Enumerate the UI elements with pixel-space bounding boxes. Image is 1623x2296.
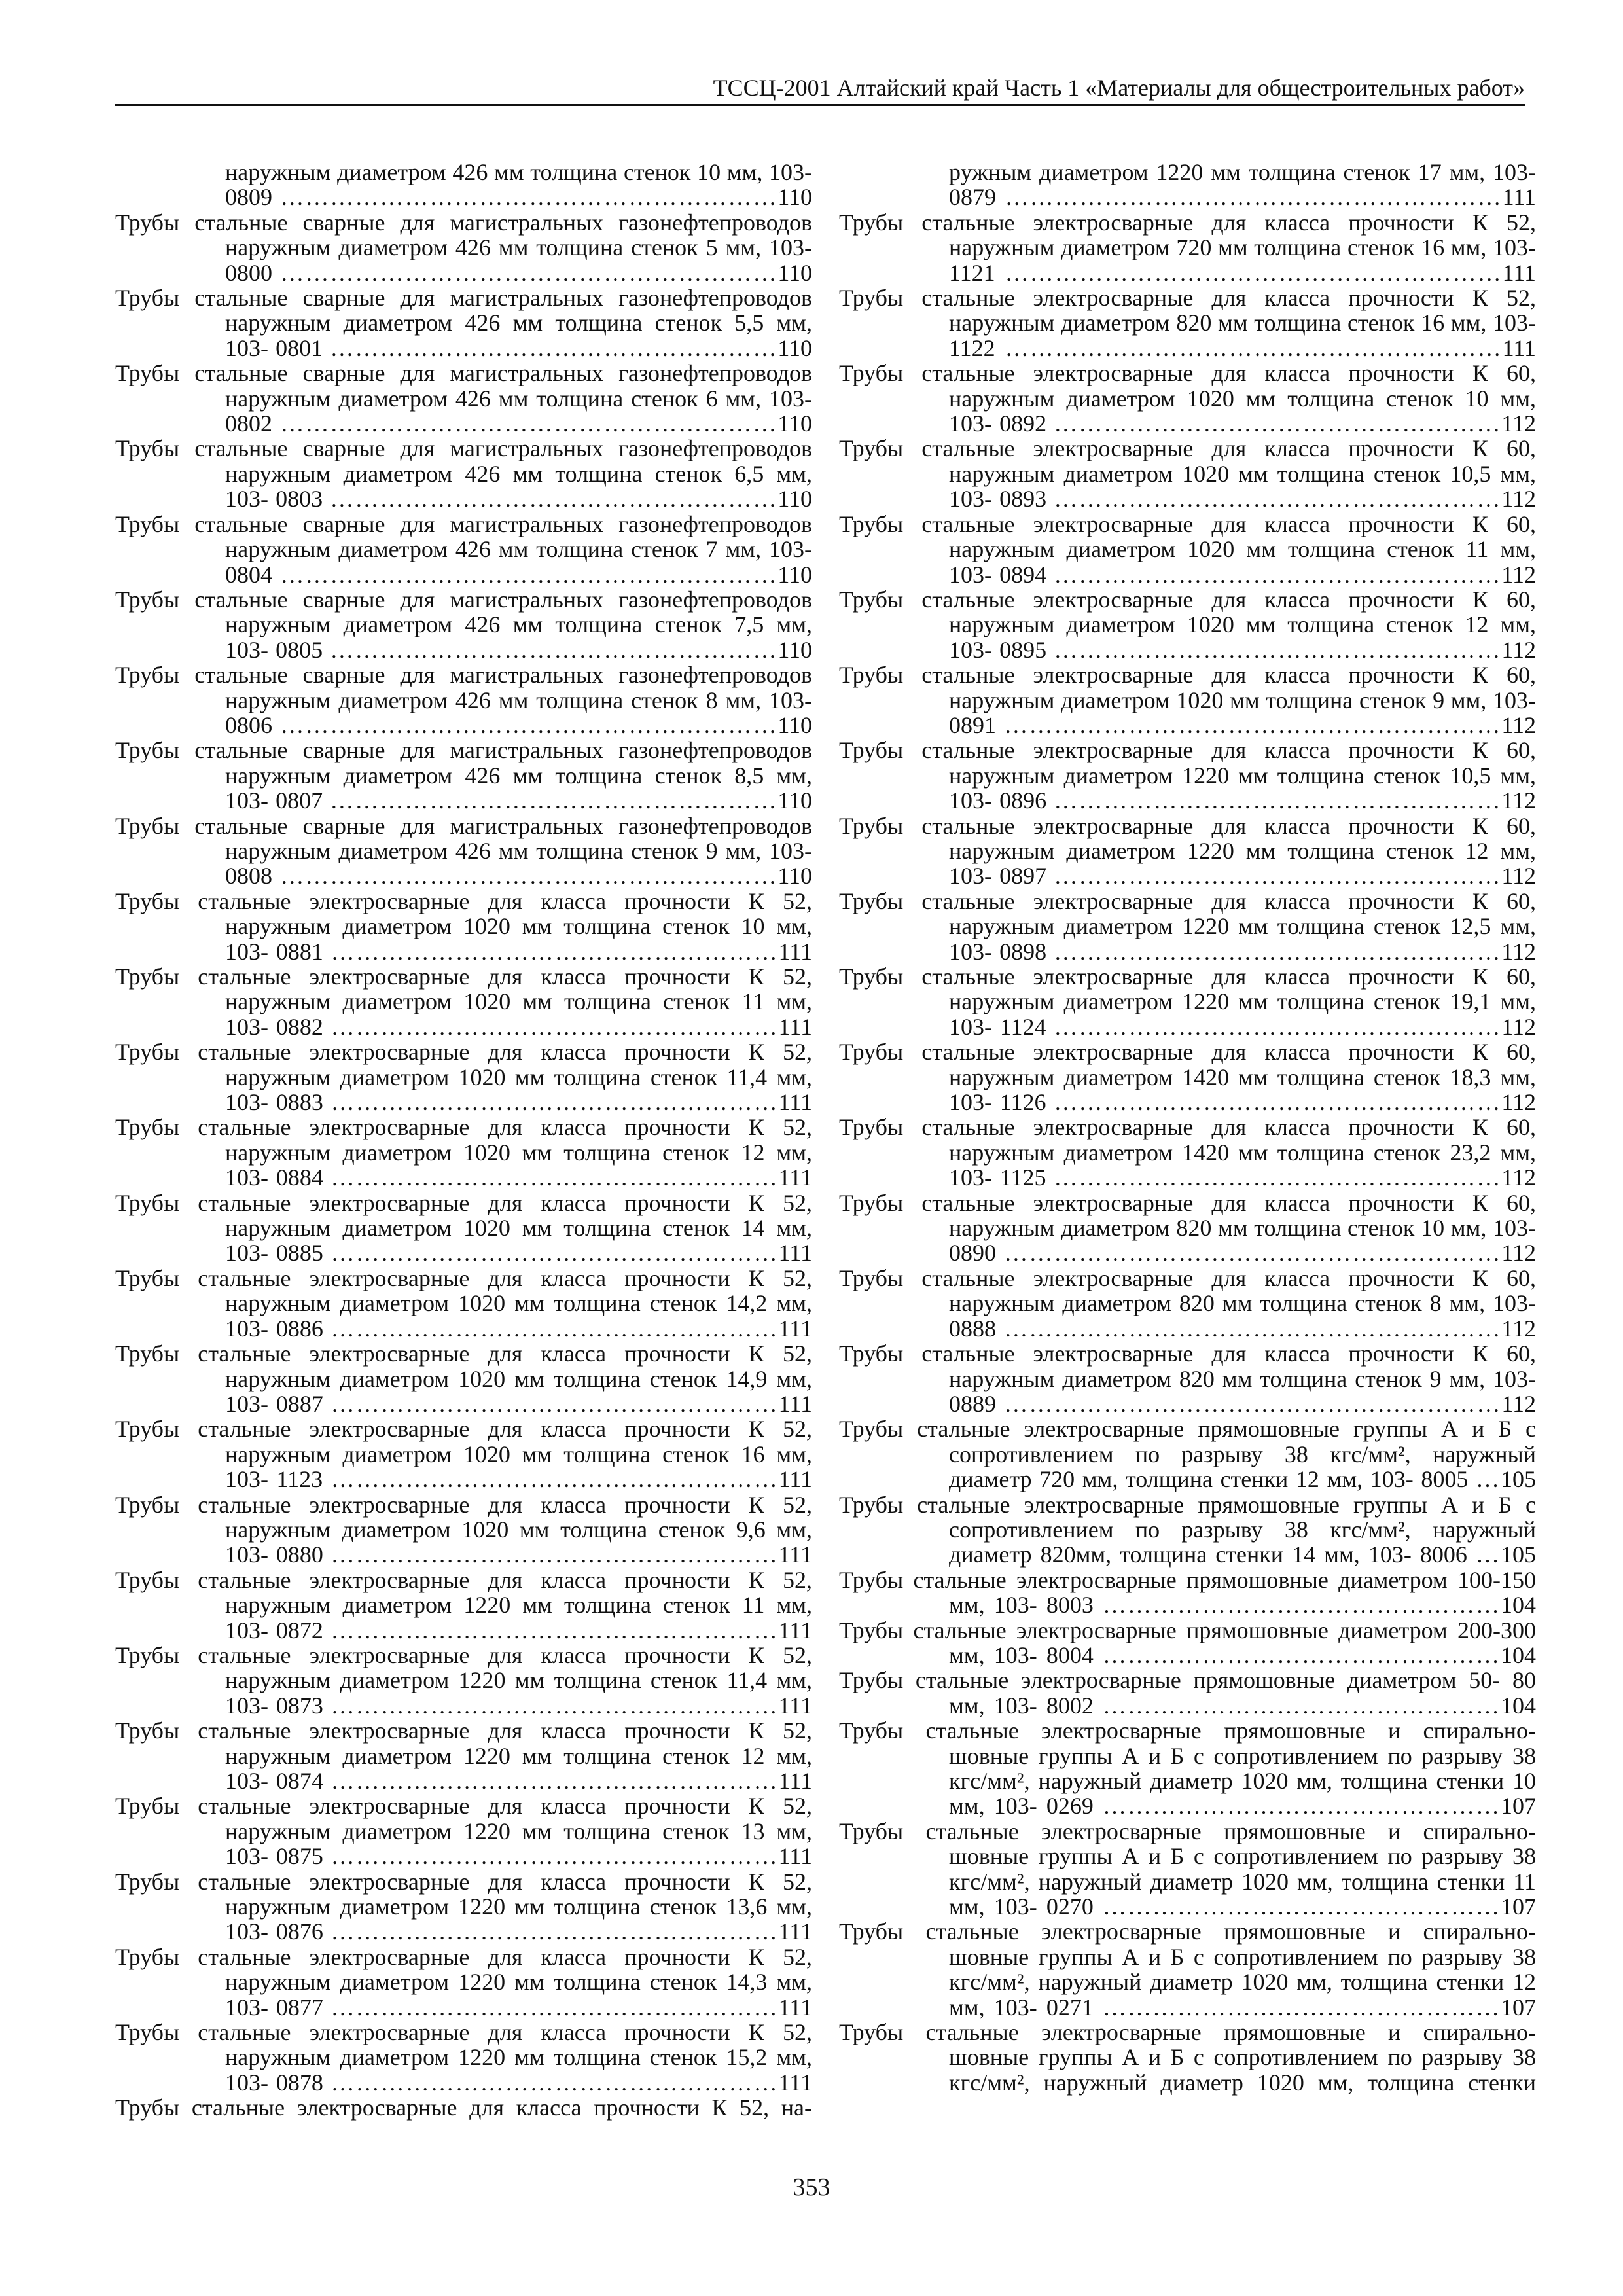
index-entry: Трубы стальные электросварные для класса прочности К 52, наружным диаметром 1020 мм толщина стенок 11,4 мм, 103- 0883 ………………………………………………111 <box>115 1039 812 1116</box>
index-entry: Трубы стальные сварные для магистральных газонефтепроводов наружным диаметром 426 мм толщина стенок 8,5 мм, 103- 0807 ………………………………………………110 <box>115 737 812 814</box>
index-entry: Трубы стальные электросварные для класса прочности К 60, наружным диаметром 1020 мм толщина стенок 11 мм, 103- 0894 ………………………………………………112 <box>839 511 1536 588</box>
index-entry: Трубы стальные электросварные для класса прочности К 52, наружным диаметром 820 мм толщина стенок 16 мм, 103- 1122 ……………………………………………………111 <box>839 285 1536 361</box>
index-entry: Трубы стальные электросварные для класса прочности К 60, наружным диаметром 1220 мм толщина стенок 10,5 мм, 103- 0896 ………………………………………………112 <box>839 737 1536 814</box>
index-entry: Трубы стальные электросварные для класса прочности К 52, наружным диаметром 1220 мм толщина стенок 14,3 мм, 103- 0877 ………………………………………………111 <box>115 1943 812 2020</box>
index-entry: Трубы стальные электросварные прямошовные и спирально- шовные группы А и Б с сопротивлением по разрыву 38 кгс/мм², наружный диаметр 1020 мм, толщина стенки 12 мм, 103- 0271 …………………………………………107 <box>839 1918 1536 2020</box>
index-entry: Трубы стальные электросварные для класса прочности К 52, наружным диаметром 1020 мм толщина стенок 14 мм, 103- 0885 ………………………………………………111 <box>115 1189 812 1266</box>
index-entry: ружным диаметром 1220 мм толщина стенок 17 мм, 103- 0879 ……………………………………………………111 <box>949 159 1536 211</box>
index-entry: Трубы стальные электросварные для класса прочности К 52, наружным диаметром 1220 мм толщина стенок 13,6 мм, 103- 0876 ………………………………………………111 <box>115 1868 812 1945</box>
index-entry: Трубы стальные сварные для магистральных газонефтепроводов наружным диаметром 426 мм толщина стенок 6 мм, 103- 0802 ……………………………………………………110 <box>115 360 812 437</box>
index-entry: Трубы стальные сварные для магистральных газонефтепроводов наружным диаметром 426 мм толщина стенок 6,5 мм, 103- 0803 ………………………………………………110 <box>115 435 812 512</box>
index-entry: Трубы стальные электросварные для класса прочности К 52, наружным диаметром 1020 мм толщина стенок 11 мм, 103- 0882 ………………………………………………111 <box>115 963 812 1040</box>
index-entry: Трубы стальные сварные для магистральных газонефтепроводов наружным диаметром 426 мм толщина стенок 8 мм, 103- 0806 ……………………………………………………110 <box>115 662 812 738</box>
index-entry: Трубы стальные электросварные для класса прочности К 60, наружным диаметром 820 мм толщина стенок 10 мм, 103- 0890 ……………………………………………………112 <box>839 1189 1536 1266</box>
index-entry: Трубы стальные электросварные для класса прочности К 52, наружным диаметром 1220 мм толщина стенок 13 мм, 103- 0875 ………………………………………………111 <box>115 1793 812 1870</box>
index-column-left <box>115 160 812 2121</box>
index-entry: Трубы стальные электросварные для класса прочности К 60, наружным диаметром 1020 мм толщина стенок 12 мм, 103- 0895 ………………………………………………112 <box>839 586 1536 663</box>
index-entry: Трубы стальные электросварные для класса прочности К 60, наружным диаметром 1220 мм толщина стенок 19,1 мм, 103- 1124 ………………………………………………112 <box>839 963 1537 1040</box>
index-entry: Трубы стальные электросварные для класса прочности К 52, наружным диаметром 1020 мм толщина стенок 10 мм, 103- 0881 ………………………………………………111 <box>115 888 812 965</box>
index-entry: Трубы стальные электросварные для класса прочности К 60, наружным диаметром 820 мм толщина стенок 8 мм, 103- 0888 ……………………………………………………112 <box>839 1265 1536 1342</box>
page-number: 353 <box>793 2174 830 2201</box>
index-entry: Трубы стальные электросварные прямошовные и спирально- шовные группы А и Б с сопротивлением по разрыву 38 кгс/мм², наружный диаметр 1020 мм, толщина стенки 11 мм, 103- 0270 …………………………………………107 <box>839 1818 1536 1920</box>
index-entry: Трубы стальные электросварные для класса прочности К 52, наружным диаметром 1020 мм толщина стенок 16 мм, 103- 1123 ………………………………………………111 <box>115 1416 813 1493</box>
index-entry: Трубы стальные электросварные прямошовные и спирально- шовные группы А и Б с сопротивлением по разрыву 38 кгс/мм², наружный диаметр 1020 мм, толщина стенки <box>839 2019 1536 2096</box>
index-entry: Трубы стальные электросварные для класса прочности К 52, наружным диаметром 1020 мм толщина стенок 14,2 мм, 103- 0886 ………………………………………………111 <box>115 1265 812 1342</box>
index-entry: Трубы стальные электросварные для класса прочности К 52, наружным диаметром 720 мм толщина стенок 16 мм, 103- 1121 ……………………………………………………111 <box>839 209 1536 286</box>
index-entry: наружным диаметром 426 мм толщина стенок 10 мм, 103- 0809 ……………………………………………………110 <box>225 159 812 211</box>
index-entry: Трубы стальные электросварные для класса прочности К 52, наружным диаметром 1020 мм толщина стенок 9,6 мм, 103- 0880 ………………………………………………111 <box>115 1491 812 1568</box>
index-entry: Трубы стальные электросварные для класса прочности К 60, наружным диаметром 1020 мм толщина стенок 9 мм, 103- 0891 ……………………………………………………112 <box>839 662 1536 738</box>
index-entry: Трубы стальные электросварные для класса прочности К 52, наружным диаметром 1020 мм толщина стенок 12 мм, 103- 0884 ………………………………………………111 <box>115 1114 812 1191</box>
index-entry: Трубы стальные электросварные для класса прочности К 52, наружным диаметром 1220 мм толщина стенок 15,2 мм, 103- 0878 ………………………………………………111 <box>115 2019 812 2096</box>
index-entry: Трубы стальные электросварные для класса прочности К 60, наружным диаметром 1220 мм толщина стенок 12,5 мм, 103- 0898 ………………………………………………112 <box>839 888 1536 965</box>
running-header: ТССЦ-2001 Алтайский край Часть 1 «Материалы для общестроительных работ» <box>115 74 1525 106</box>
index-entry: Трубы стальные электросварные для класса прочности К 52, наружным диаметром 1220 мм толщина стенок 12 мм, 103- 0874 ………………………………………………111 <box>115 1717 812 1794</box>
index-entry: Трубы стальные электросварные для класса прочности К 60, наружным диаметром 1420 мм толщина стенок 23,2 мм, 103- 1125 ………………………………………………112 <box>839 1114 1537 1191</box>
index-entry: Трубы стальные сварные для магистральных газонефтепроводов наружным диаметром 426 мм толщина стенок 7 мм, 103- 0804 ……………………………………………………110 <box>115 511 812 588</box>
index-entry: Трубы стальные электросварные для класса прочности К 52, наружным диаметром 1220 мм толщина стенок 11 мм, 103- 0872 ………………………………………………111 <box>115 1566 812 1643</box>
index-entry: Трубы стальные электросварные прямошовные группы А и Б с сопротивлением по разрыву 38 кгс/мм², наружный диаметр 820мм, толщина стенки 14 мм, 103- 8006 …105 <box>839 1491 1537 1568</box>
index-entry: Трубы стальные электросварные прямошовные диаметром 50- 80 мм, 103- 8002 …………………………………………104 <box>839 1667 1536 1719</box>
index-entry: Трубы стальные электросварные для класса прочности К 52, наружным диаметром 1020 мм толщина стенок 14,9 мм, 103- 0887 ………………………………………………111 <box>115 1340 812 1417</box>
index-entry: Трубы стальные электросварные прямошовные диаметром 100-150 мм, 103- 8003 …………………………………………104 <box>839 1566 1536 1619</box>
index-entry: Трубы стальные электросварные для класса прочности К 60, наружным диаметром 820 мм толщина стенок 9 мм, 103- 0889 ……………………………………………………112 <box>839 1340 1536 1417</box>
index-entry: Трубы стальные электросварные для класса прочности К 60, наружным диаметром 1020 мм толщина стенок 10 мм, 103- 0892 ………………………………………………112 <box>839 360 1536 437</box>
index-entry: Трубы стальные электросварные прямошовные и спирально- шовные группы А и Б с сопротивлением по разрыву 38 кгс/мм², наружный диаметр 1020 мм, толщина стенки 10 мм, 103- 0269 …………………………………………107 <box>839 1717 1536 1820</box>
index-entry: Трубы стальные сварные для магистральных газонефтепроводов наружным диаметром 426 мм толщина стенок 5,5 мм, 103- 0801 ………………………………………………110 <box>115 285 812 361</box>
index-entry: Трубы стальные электросварные прямошовные диаметром 200-300 мм, 103- 8004 …………………………………………104 <box>839 1617 1536 1668</box>
index-entry: Трубы стальные электросварные для класса прочности К 52, на- <box>115 2094 812 2121</box>
index-entry: Трубы стальные сварные для магистральных газонефтепроводов наружным диаметром 426 мм толщина стенок 5 мм, 103- 0800 ……………………………………………………110 <box>115 209 812 286</box>
index-entry: Трубы стальные электросварные для класса прочности К 60, наружным диаметром 1420 мм толщина стенок 18,3 мм, 103- 1126 ………………………………………………112 <box>839 1039 1537 1116</box>
index-entry: Трубы стальные электросварные для класса прочности К 60, наружным диаметром 1220 мм толщина стенок 12 мм, 103- 0897 ………………………………………………112 <box>839 812 1536 889</box>
index-entry: Трубы стальные сварные для магистральных газонефтепроводов наружным диаметром 426 мм толщина стенок 7,5 мм, 103- 0805 ………………………………………………110 <box>115 586 812 663</box>
index-entry: Трубы стальные электросварные для класса прочности К 60, наружным диаметром 1020 мм толщина стенок 10,5 мм, 103- 0893 ………………………………………………112 <box>839 435 1536 512</box>
index-entry: Трубы стальные сварные для магистральных газонефтепроводов наружным диаметром 426 мм толщина стенок 9 мм, 103- 0808 ……………………………………………………110 <box>115 812 812 889</box>
index-entry: Трубы стальные электросварные для класса прочности К 52, наружным диаметром 1220 мм толщина стенок 11,4 мм, 103- 0873 ………………………………………………111 <box>115 1641 812 1719</box>
index-column-right <box>839 160 1536 2095</box>
index-entry: Трубы стальные электросварные прямошовные группы А и Б с сопротивлением по разрыву 38 кгс/мм², наружный диаметр 720 мм, толщина стенки 12 мм, 103- 8005 …105 <box>839 1416 1537 1493</box>
